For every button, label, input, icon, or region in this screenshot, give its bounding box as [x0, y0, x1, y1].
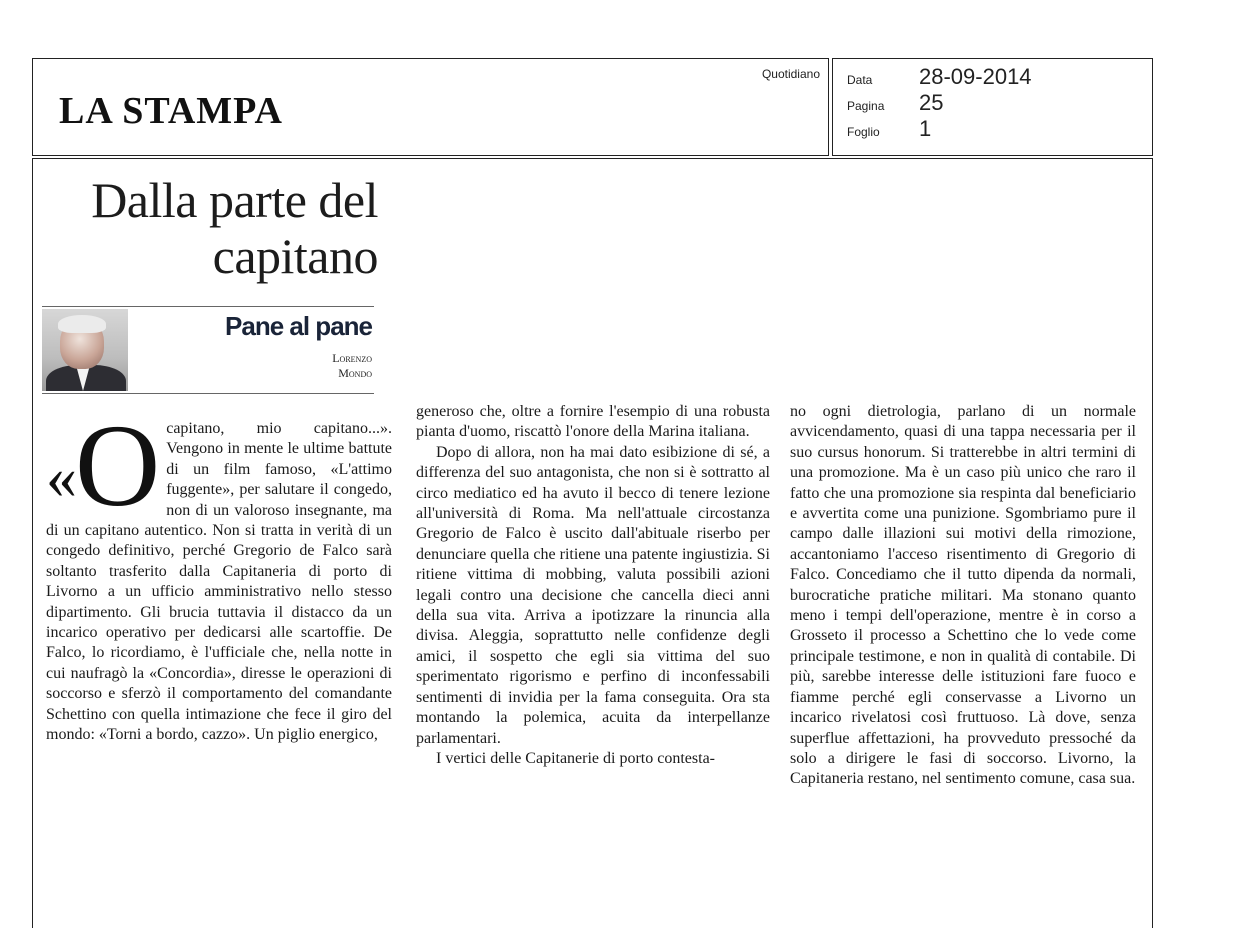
meta-label-sheet: Foglio: [847, 125, 880, 139]
rubric-title: Pane al pane: [225, 311, 372, 341]
meta-label-page: Pagina: [847, 99, 885, 113]
article-column-2: [416, 402, 770, 769]
paragraph: I vertici delle Capitanerie di porto contesta-: [436, 749, 715, 767]
meta-value-date: 28-09-2014: [919, 64, 1032, 89]
periodicity-label: Quotidiano: [761, 67, 820, 81]
paragraph: no ogni dietrologia, parlano di un normale avvicendamento, quasi di una tappa necessaria per il suo cursus honorum. Si tratterebbe in altri termini di una promozione. Ma è un caso più unico che raro il fatto che una promozione sia respinta dal beneficiario e avvertita come una punizione. Sgombriamo pure il campo dalle illazioni sui motivi della rimozione, accantoniamo l'acceso risentimento di Gregorio di Falco. Concediamo che il tutto dipenda da normali, burocratiche pratiche militari. Ma stonano quanto meno i tempi dell'operazione, mentre è in corso a Grosseto il processo a Schettino che lo vede come principale testimone, e non in qualità di contabile. Di più, sarebbe interesse delle istituzioni fare fuoco e fiamme perché egli conservasse a Livorno un incarico rivelatosi così fruttuoso. Là dove, senza superflue affettazioni, ha provveduto pressoché da solo a dirigere le fasi di soccorso. Livorno, la Capitaneria restano, nel sentimento comune, casa sua.: [790, 403, 1136, 788]
paragraph: capitano, mio capitano...». Vengono in mente le ultime battute di un film famoso, «L'attimo fuggente», per salutare il congedo, non di un valoroso insegnante, ma di un capitano autentico. Non si tratta in verità di un congedo definitivo, perché Gregorio de Falco sarà soltanto trasferito dalla Capitaneria di porto di Livorno a un ufficio amministrativo nello stesso dipartimento. Gli brucia tuttavia il distacco da un incarico operativo per dedicarsi alle scartoffie. De Falco, lo ricordiamo, è l'ufficiale che, nella notte in cui naufragò la «Concordia», diresse le operazioni di soccorso e sferzò il comportamento del comandante Schettino con quella intimazione che fece il giro del mondo: «Torni a bordo, cazzo». Un piglio energico,: [46, 420, 392, 744]
paragraph: generoso che, oltre a fornire l'esempio di una robusta pianta d'uomo, riscattò l'onore della Marina italiana.: [416, 403, 770, 441]
meta-row-sheet: [847, 115, 1147, 139]
column-rubric: [42, 306, 374, 394]
meta-row-date: [847, 63, 1147, 87]
meta-label-date: Data: [847, 73, 873, 87]
drop-cap-quote: «: [46, 444, 77, 512]
article-column-1: [46, 399, 392, 746]
article-column-3: [790, 402, 1136, 790]
drop-cap: [46, 399, 161, 531]
masthead-logo: LA STAMPA: [59, 90, 283, 132]
author-photo: [42, 309, 128, 391]
article-headline: Dalla parte del capitano: [91, 172, 378, 284]
drop-cap-letter: O: [75, 399, 161, 531]
meta-value-page: 25: [919, 90, 944, 115]
masthead-box: [32, 58, 829, 156]
author-first-name: Lorenzo: [332, 351, 372, 365]
publication-meta-box: [832, 58, 1153, 156]
author-byline: [252, 351, 372, 381]
paragraph: Dopo di allora, non ha mai dato esibizione di sé, a differenza del suo antagonista, che non si è sottratto al circo mediatico ed ha avuto il becco di tenere lezione all'università di Roma. Ma nell'attuale circostanza Gregorio de Falco è uscito dall'abituale riserbo per denunciare quella che ritiene una patente ingiustizia. Si ritiene vittima di mobbing, valuta possibili azioni legali contro una decisione che cancella dieci anni della sua vita. Arriva a ipotizzare la rinuncia alla divisa. Aleggia, soprattutto nelle confidenze degli amici, il sospetto che egli sia vittima del suo sperimentato rigorismo e perfino di inconfessabili sentimenti di invidia per la fama conseguita. Ora sta montando la polemica, acuita da interpellanze parlamentari.: [416, 443, 770, 747]
author-last-name: Mondo: [338, 366, 372, 380]
meta-row-page: [847, 89, 1147, 113]
meta-value-sheet: 1: [919, 116, 932, 141]
